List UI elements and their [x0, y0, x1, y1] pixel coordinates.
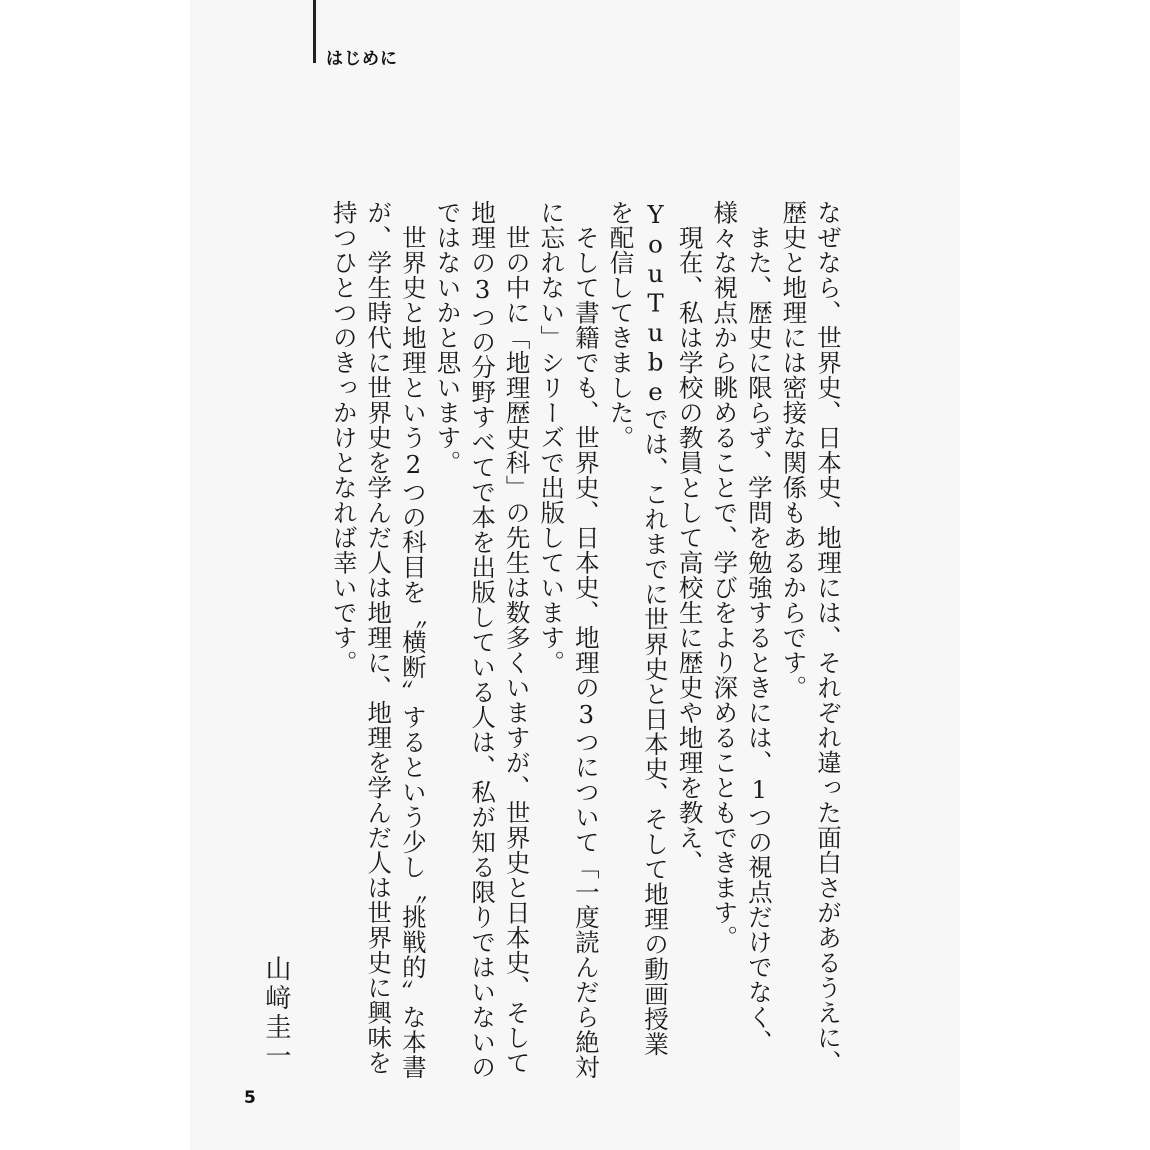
author-signature: 山﨑圭一	[261, 955, 291, 1071]
paragraph-6: 世界史と地理という2つの科目を〝横断〟するという少し〝挑戦的〟な本書が、学生時代に世界史を学んだ人は地理に、地理を学んだ人は世界史に興味を持つひとつのきっかけとなれば幸いです。	[329, 200, 428, 1079]
body-text	[329, 200, 845, 1080]
paragraph-1: なぜなら、世界史、日本史、地理には、それぞれ違った面白さがあるうえに、歴史と地理には密接な関係もあるからです。	[779, 200, 843, 1075]
paragraph-3: 現在、私は学校の教員として高校生に歴史や地理を教え、YouTubeでは、これまでに世界史と日本史、そして地理の動画授業を配信してきました。	[606, 200, 705, 1057]
chapter-rule	[313, 0, 316, 63]
chapter-title: はじめに	[326, 49, 398, 69]
page-number: 5	[244, 1088, 256, 1108]
paragraph-2: また、歴史に限らず、学問を勉強するときには、1つの視点だけでなく、様々な視点から眺めることで、学びをより深めることもできます。	[710, 200, 774, 1054]
paragraph-5: 世の中に「地理歴史科」の先生は数多くいますが、世界史と日本史、そして地理の3つの分野すべてで本を出版している人は、私が知る限りではいないのではないかと思います。	[433, 200, 532, 1080]
paragraph-4: そして書籍でも、世界史、日本史、地理の3つについて「一度読んだら絶対に忘れない」シリーズで出版しています。	[537, 200, 601, 1079]
